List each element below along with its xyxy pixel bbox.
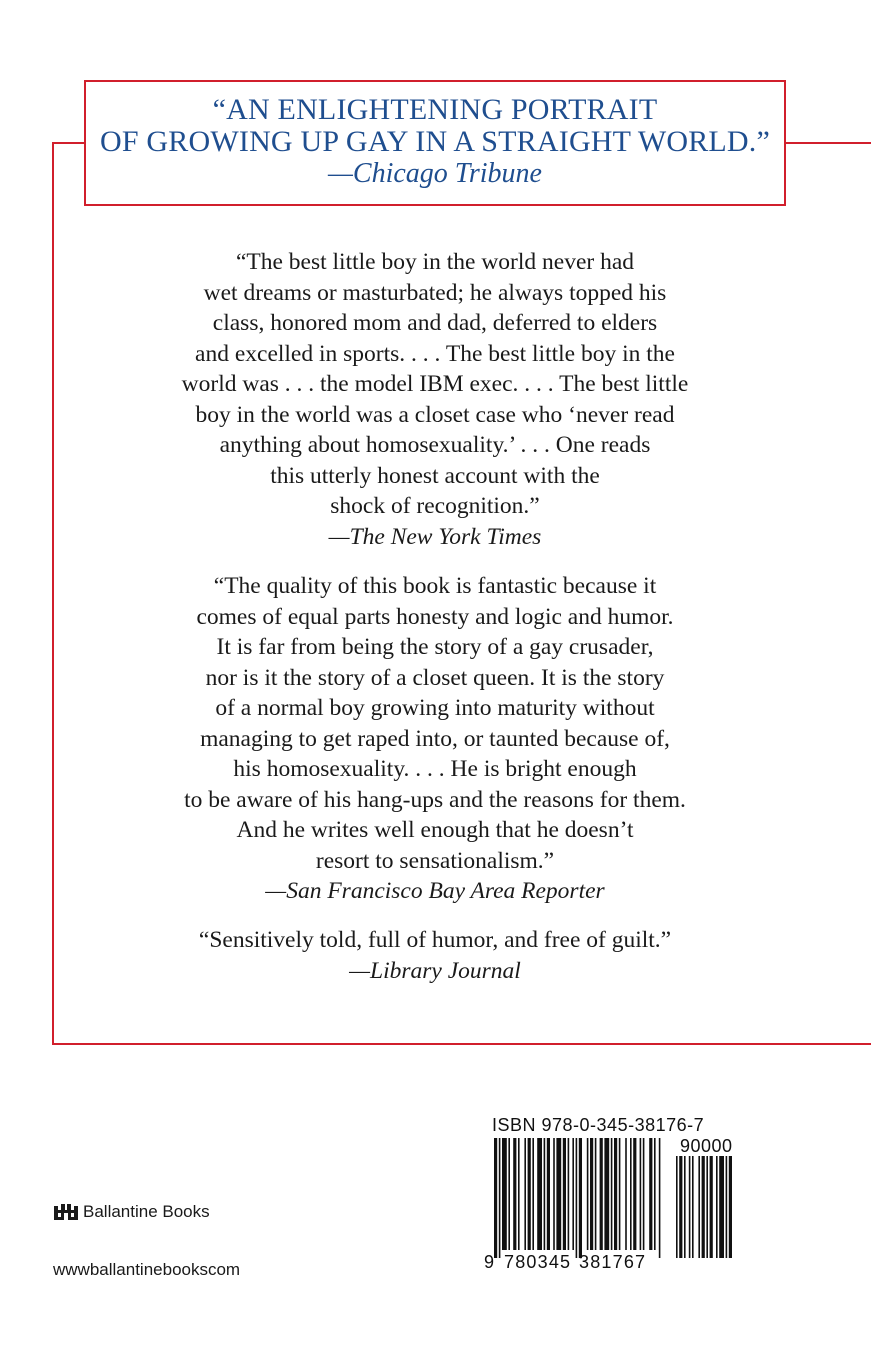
frame-top-left-line bbox=[52, 142, 85, 144]
addon-barcode-bar bbox=[679, 1156, 682, 1258]
barcode-bar bbox=[576, 1138, 578, 1258]
barcode-bar bbox=[625, 1138, 627, 1250]
review-line: wet dreams or masturbated; he always topped his bbox=[203, 279, 667, 306]
barcode-bar bbox=[633, 1138, 636, 1250]
barcode-bar bbox=[600, 1138, 603, 1250]
barcode-bar bbox=[494, 1138, 497, 1258]
price-code: 90000 bbox=[680, 1136, 733, 1156]
barcode-bar bbox=[595, 1138, 597, 1250]
review-line: this utterly honest account with the bbox=[270, 462, 600, 489]
barcode-bar bbox=[659, 1138, 661, 1258]
addon-barcode-bar bbox=[702, 1156, 705, 1258]
addon-barcode-bar bbox=[689, 1156, 691, 1258]
barcode-bar bbox=[544, 1138, 546, 1250]
review-attribution: —The New York Times bbox=[328, 523, 542, 550]
barcode-bar bbox=[563, 1138, 566, 1250]
review-line: nor is it the story of a closet queen. It is the story bbox=[205, 664, 665, 691]
review-line: anything about homosexuality.’ . . . One reads bbox=[219, 432, 651, 458]
barcode-bar bbox=[649, 1138, 652, 1250]
review-line: It is far from being the story of a gay crusader, bbox=[216, 634, 654, 660]
review-line: to be aware of his hang-ups and the reasons for them. bbox=[184, 786, 686, 813]
review-line: “The best little boy in the world never had bbox=[235, 249, 635, 275]
barcode-bar bbox=[513, 1138, 516, 1250]
barcode-bar bbox=[499, 1138, 501, 1258]
publisher-imprint bbox=[53, 1202, 210, 1222]
frame-left-line bbox=[52, 142, 54, 1045]
barcode-bar bbox=[537, 1138, 542, 1250]
review-line: comes of equal parts honesty and logic and humor. bbox=[196, 603, 674, 630]
ballantine-castle-logo-icon bbox=[53, 1203, 79, 1221]
addon-barcode-bar bbox=[692, 1156, 694, 1258]
headline-line-2: OF GROWING UP GAY IN A STRAIGHT WORLD.” bbox=[99, 125, 771, 158]
addon-barcode-bar bbox=[706, 1156, 708, 1258]
ean-first-digit: 9 bbox=[484, 1252, 496, 1272]
review-attribution: —Library Journal bbox=[349, 957, 521, 984]
barcode-bar bbox=[587, 1138, 589, 1250]
addon-barcode-bar bbox=[716, 1156, 718, 1258]
barcode-bar bbox=[604, 1138, 609, 1250]
barcode-bar bbox=[579, 1138, 582, 1258]
review-line: shock of recognition.” bbox=[330, 493, 540, 519]
frame-bottom-line bbox=[52, 1043, 871, 1045]
ean-right-group: 381767 bbox=[579, 1252, 647, 1272]
review-new-york-times bbox=[100, 247, 770, 552]
publisher-name: Ballantine Books bbox=[83, 1202, 210, 1221]
isbn-barcode bbox=[484, 1112, 764, 1277]
review-line: and excelled in sports. . . . The best little boy in the bbox=[195, 340, 675, 367]
barcode-bar bbox=[556, 1138, 561, 1250]
barcode-bar bbox=[568, 1138, 570, 1250]
review-library-journal bbox=[100, 925, 770, 986]
addon-barcode-bar bbox=[698, 1156, 700, 1258]
barcode-bar bbox=[508, 1138, 510, 1250]
review-attribution: —San Francisco Bay Area Reporter bbox=[265, 878, 605, 904]
barcode-bar bbox=[640, 1138, 642, 1250]
addon-barcode-bar bbox=[676, 1156, 678, 1258]
addon-barcode-bar bbox=[710, 1156, 713, 1258]
barcode-bar bbox=[643, 1138, 645, 1250]
barcode-bar bbox=[524, 1138, 526, 1250]
addon-barcode-bar bbox=[719, 1156, 724, 1258]
review-bay-area-reporter bbox=[100, 571, 770, 907]
headline-line-1: “AN ENLIGHTENING PORTRAIT bbox=[212, 93, 658, 126]
barcode-bar bbox=[553, 1138, 555, 1250]
review-line: class, honored mom and dad, deferred to elders bbox=[212, 310, 658, 336]
headline-box bbox=[84, 80, 786, 206]
review-line: world was . . . the model IBM exec. . . . The best little bbox=[181, 371, 689, 397]
addon-barcode-bar bbox=[684, 1156, 686, 1258]
review-line: his homosexuality. . . . He is bright enough bbox=[233, 756, 637, 782]
addon-barcode-bar bbox=[729, 1156, 732, 1258]
review-line: “The quality of this book is fantastic because it bbox=[213, 573, 657, 599]
review-line: And he writes well enough that he doesn’t bbox=[236, 817, 634, 843]
barcode-bar bbox=[611, 1138, 613, 1250]
review-line: managing to get raped into, or taunted because of, bbox=[200, 725, 670, 752]
barcode-bar bbox=[502, 1138, 507, 1250]
barcode-bar bbox=[528, 1138, 531, 1250]
barcode-bar bbox=[630, 1138, 632, 1250]
barcode-bar bbox=[590, 1138, 593, 1250]
isbn-label: ISBN 978-0-345-38176-7 bbox=[492, 1115, 705, 1135]
review-line: boy in the world was a closet case who ‘never read bbox=[195, 401, 675, 428]
barcode-bar bbox=[654, 1138, 656, 1250]
review-line: resort to sensationalism.” bbox=[315, 847, 555, 874]
barcode-bar bbox=[532, 1138, 534, 1250]
review-line: “Sensitively told, full of humor, and free of guilt.” bbox=[198, 927, 672, 953]
review-line: of a normal boy growing into maturity without bbox=[215, 695, 655, 721]
publisher-website: wwwballantinebookscom bbox=[53, 1260, 241, 1279]
barcode-bar bbox=[614, 1138, 617, 1250]
addon-barcode-bar bbox=[726, 1156, 728, 1258]
frame-top-right-line bbox=[786, 142, 871, 144]
headline-attribution: —Chicago Tribune bbox=[328, 158, 542, 189]
barcode-bar bbox=[572, 1138, 574, 1250]
barcode-bar bbox=[619, 1138, 621, 1250]
barcode-bar bbox=[518, 1138, 520, 1250]
ean-left-group: 780345 bbox=[504, 1252, 572, 1272]
barcode-bar bbox=[547, 1138, 550, 1250]
